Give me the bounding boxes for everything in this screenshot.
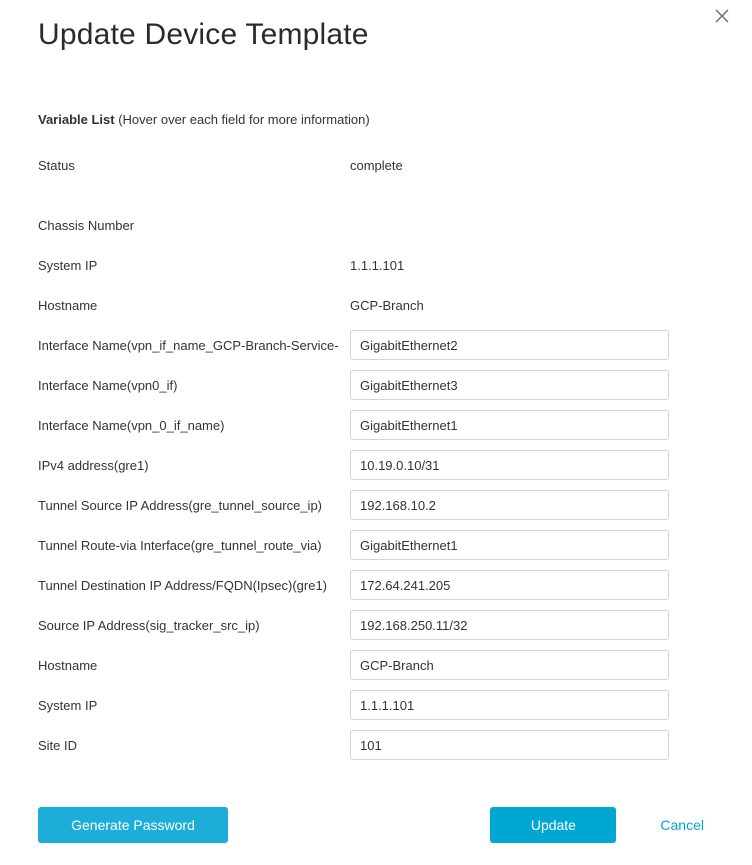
- label-tunnel-destination-ip: Tunnel Destination IP Address/FQDN(Ipsec)(gre1): [38, 577, 328, 593]
- label-ipv4-address-gre1: IPv4 address(gre1): [38, 457, 149, 473]
- input-interface-name-service[interactable]: [350, 330, 669, 360]
- variable-list-hint: (Hover over each field for more information): [118, 112, 370, 127]
- label-interface-name-service: Interface Name(vpn_if_name_GCP-Branch-Service-: [38, 337, 339, 353]
- value-status: complete: [350, 157, 403, 173]
- generate-password-button[interactable]: Generate Password: [38, 807, 228, 843]
- input-tunnel-destination-ip[interactable]: [350, 570, 669, 600]
- row-hostname: [38, 285, 714, 325]
- row-spacer: [38, 185, 714, 205]
- row-system-ip: [38, 245, 714, 285]
- input-site-id[interactable]: [350, 730, 669, 760]
- page-title: Update Device Template: [38, 18, 369, 51]
- input-sig-tracker-src-ip[interactable]: [350, 610, 669, 640]
- update-button[interactable]: Update: [490, 807, 616, 843]
- input-interface-name-vpn0-if[interactable]: [350, 370, 669, 400]
- variable-list-label: [0, 112, 752, 127]
- close-icon[interactable]: [712, 4, 736, 28]
- row-sig-tracker-src-ip: [38, 605, 714, 645]
- input-system-ip[interactable]: [350, 690, 669, 720]
- label-interface-name-vpn0-if-name: Interface Name(vpn_0_if_name): [38, 417, 225, 433]
- row-site-id: [38, 725, 714, 765]
- label-system-ip: System IP: [38, 257, 98, 273]
- row-ipv4-address-gre1: [38, 445, 714, 485]
- input-interface-name-vpn0-if-name[interactable]: [350, 410, 669, 440]
- close-icon-glyph: [712, 6, 732, 26]
- label-tunnel-source-ip: Tunnel Source IP Address(gre_tunnel_source_ip): [38, 497, 323, 513]
- label-site-id: Site ID: [38, 737, 78, 753]
- value-hostname: GCP-Branch: [350, 297, 424, 313]
- value-system-ip: 1.1.1.101: [350, 257, 405, 273]
- cancel-button[interactable]: Cancel: [650, 807, 714, 843]
- row-interface-name-vpn0-if: [38, 365, 714, 405]
- input-ipv4-address-gre1[interactable]: [350, 450, 669, 480]
- row-interface-name-service: [38, 325, 714, 365]
- input-tunnel-source-ip[interactable]: [350, 490, 669, 520]
- label-interface-name-vpn0-if: Interface Name(vpn0_if): [38, 377, 178, 393]
- label-sig-tracker-src-ip: Source IP Address(sig_tracker_src_ip): [38, 617, 260, 633]
- dialog-footer: [0, 807, 752, 843]
- row-tunnel-route-via: [38, 525, 714, 565]
- label-hostname: Hostname: [38, 297, 98, 313]
- row-interface-name-vpn0-if-name: [38, 405, 714, 445]
- label-system-ip-input: System IP: [38, 697, 98, 713]
- row-tunnel-destination-ip: [38, 565, 714, 605]
- row-tunnel-source-ip: [38, 485, 714, 525]
- input-tunnel-route-via[interactable]: [350, 530, 669, 560]
- input-hostname[interactable]: [350, 650, 669, 680]
- variable-list-title: Variable List: [38, 112, 115, 127]
- row-hostname-input: [38, 645, 714, 685]
- variable-form: [0, 145, 752, 765]
- row-chassis-number: [38, 205, 714, 245]
- row-status: [38, 145, 714, 185]
- row-system-ip-input: [38, 685, 714, 725]
- label-hostname-input: Hostname: [38, 657, 98, 673]
- label-chassis-number: Chassis Number: [38, 217, 135, 233]
- label-tunnel-route-via: Tunnel Route-via Interface(gre_tunnel_route_via): [38, 537, 322, 553]
- label-status: Status: [38, 157, 75, 173]
